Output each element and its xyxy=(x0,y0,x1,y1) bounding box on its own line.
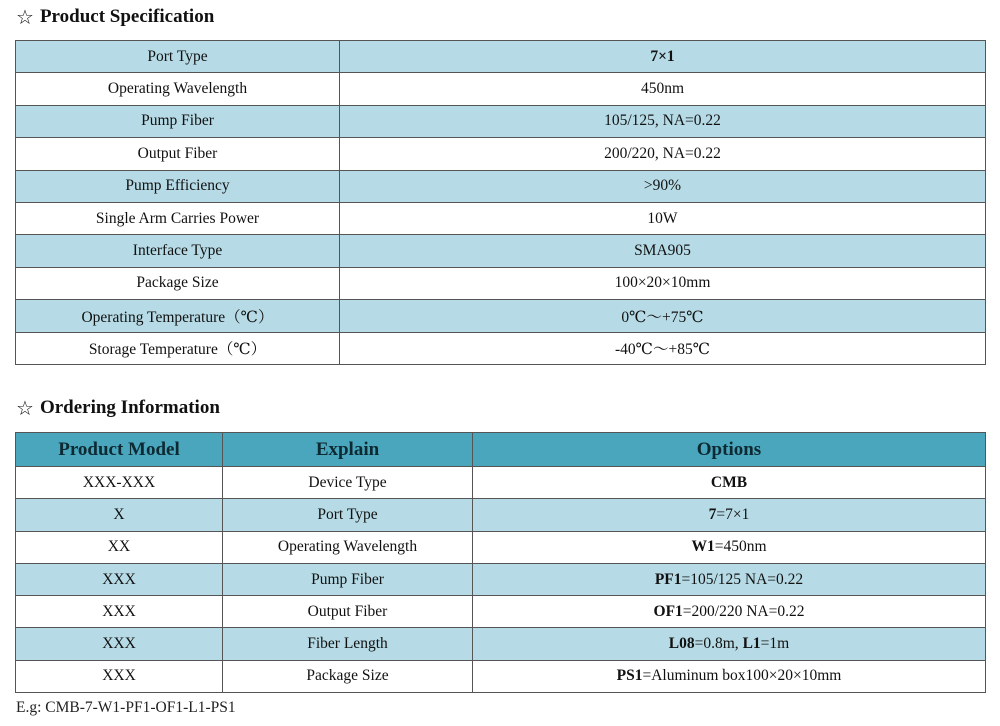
table-row xyxy=(16,267,986,299)
model-cell: XXX xyxy=(16,660,223,692)
model-cell: XXX xyxy=(16,563,223,595)
option-code: PS1 xyxy=(616,667,643,685)
spec-heading-text: Product Specification xyxy=(39,6,215,27)
table-row xyxy=(16,235,986,267)
model-cell: X xyxy=(16,499,223,531)
spec-label: Storage Temperature（℃） xyxy=(16,332,340,364)
options-cell xyxy=(473,563,986,595)
options-cell xyxy=(473,628,986,660)
spec-value: 105/125, NA=0.22 xyxy=(340,105,986,137)
ordering-heading xyxy=(16,396,220,420)
spec-label: Interface Type xyxy=(16,235,340,267)
model-cell: XXX-XXX xyxy=(16,467,223,499)
table-row xyxy=(16,467,986,499)
table-row xyxy=(16,531,986,563)
option-code: OF1 xyxy=(653,602,683,620)
table-row xyxy=(16,138,986,170)
column-header-explain: Explain xyxy=(223,433,473,467)
spec-value: 10W xyxy=(340,202,986,234)
example-code: E.g: CMB-7-W1-PF1-OF1-L1-PS1 xyxy=(16,699,236,716)
spec-value: >90% xyxy=(340,170,986,202)
explain-cell: Pump Fiber xyxy=(223,563,473,595)
spec-value: SMA905 xyxy=(340,235,986,267)
spec-value: 7×1 xyxy=(340,41,986,73)
options-cell xyxy=(473,531,986,563)
column-header-options: Options xyxy=(473,433,986,467)
option-desc: =Aluminum box100×20×10mm xyxy=(642,667,842,685)
option-code: L1 xyxy=(742,635,761,653)
option-desc: =1m xyxy=(760,635,790,653)
spec-label: Pump Fiber xyxy=(16,105,340,137)
option-code: W1 xyxy=(691,538,715,556)
table-row xyxy=(16,73,986,105)
star-icon: ☆ xyxy=(16,5,34,29)
options-cell xyxy=(473,596,986,628)
spec-label: Package Size xyxy=(16,267,340,299)
spec-table xyxy=(15,40,986,365)
explain-cell: Device Type xyxy=(223,467,473,499)
option-desc: =0.8m, xyxy=(694,635,743,653)
table-row xyxy=(16,170,986,202)
model-cell: XXX xyxy=(16,596,223,628)
spec-label: Port Type xyxy=(16,41,340,73)
options-cell xyxy=(473,467,986,499)
spec-label: Single Arm Carries Power xyxy=(16,202,340,234)
model-cell: XX xyxy=(16,531,223,563)
spec-value: 100×20×10mm xyxy=(340,267,986,299)
spec-label: Output Fiber xyxy=(16,138,340,170)
option-desc: =200/220 NA=0.22 xyxy=(682,602,805,620)
table-row xyxy=(16,563,986,595)
explain-cell: Fiber Length xyxy=(223,628,473,660)
explain-cell: Operating Wavelength xyxy=(223,531,473,563)
spec-label: Operating Temperature（℃） xyxy=(16,300,340,332)
explain-cell: Output Fiber xyxy=(223,596,473,628)
option-desc: =105/125 NA=0.22 xyxy=(681,570,804,588)
table-row xyxy=(16,300,986,332)
table-row xyxy=(16,202,986,234)
explain-cell: Package Size xyxy=(223,660,473,692)
column-header-model: Product Model xyxy=(16,433,223,467)
option-code: L08 xyxy=(668,635,695,653)
table-row xyxy=(16,41,986,73)
table-row xyxy=(16,628,986,660)
option-code: PF1 xyxy=(654,570,682,588)
table-row xyxy=(16,499,986,531)
spec-heading xyxy=(16,5,214,29)
table-header-row xyxy=(16,433,986,467)
star-icon: ☆ xyxy=(16,396,34,420)
spec-value: 0℃～+75℃ xyxy=(340,300,986,332)
option-code: 7 xyxy=(708,505,717,523)
option-code: CMB xyxy=(710,473,748,491)
option-desc: =7×1 xyxy=(716,505,750,523)
spec-label: Operating Wavelength xyxy=(16,73,340,105)
model-cell: XXX xyxy=(16,628,223,660)
option-desc: =450nm xyxy=(714,538,767,556)
ordering-table xyxy=(15,432,986,693)
options-cell xyxy=(473,660,986,692)
spec-value: 200/220, NA=0.22 xyxy=(340,138,986,170)
spec-label: Pump Efficiency xyxy=(16,170,340,202)
table-row xyxy=(16,105,986,137)
table-row xyxy=(16,332,986,364)
options-cell xyxy=(473,499,986,531)
explain-cell: Port Type xyxy=(223,499,473,531)
table-row xyxy=(16,660,986,692)
spec-value: -40℃～+85℃ xyxy=(340,332,986,364)
table-row xyxy=(16,596,986,628)
spec-value: 450nm xyxy=(340,73,986,105)
ordering-heading-text: Ordering Information xyxy=(39,397,220,418)
